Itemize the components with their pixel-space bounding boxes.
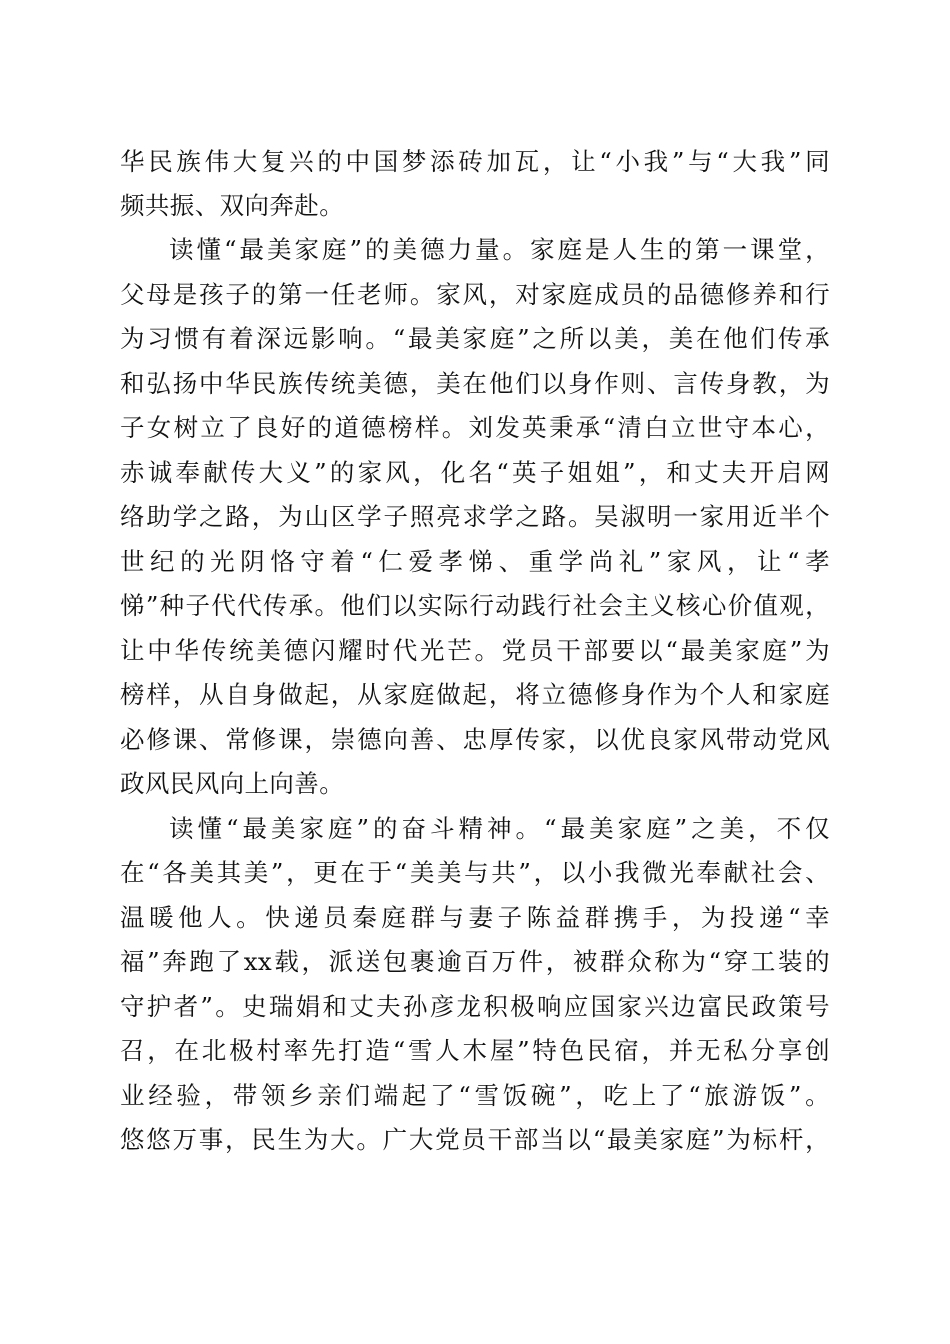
text-line: 政风民风向上向善。 xyxy=(120,769,345,798)
text-line: 温暖他人。快递员秦庭群与妻子陈益群携手，为投递“幸 xyxy=(120,903,830,932)
text-line: 悌”种子代代传承。他们以实际行动践行社会主义核心价值观， xyxy=(120,591,830,620)
text-line: 召，在北极村率先打造“雪人木屋”特色民宿，并无私分享创 xyxy=(120,1036,830,1065)
text-line: 榜样，从自身做起，从家庭做起，将立德修身作为个人和家庭 xyxy=(120,680,830,709)
text-line: 华民族伟大复兴的中国梦添砖加瓦，让“小我”与“大我”同 xyxy=(120,147,830,176)
text-line: 子女树立了良好的道德榜样。刘发英秉承“清白立世守本心， xyxy=(120,413,830,442)
paragraph-start-line: 读懂“最美家庭”的美德力量。家庭是人生的第一课堂， xyxy=(169,235,830,264)
text-line: 赤诚奉献传大义”的家风，化名“英子姐姐”，和丈夫开启网 xyxy=(120,458,830,487)
text-line: 业经验，带领乡亲们端起了“雪饭碗”，吃上了“旅游饭”。 xyxy=(120,1081,830,1110)
text-line: 守护者”。史瑞娟和丈夫孙彦龙积极响应国家兴边富民政策号 xyxy=(120,992,830,1021)
text-line: 必修课、常修课，崇德向善、忠厚传家，以优良家风带动党风 xyxy=(120,725,830,754)
paragraph-start-line: 读懂“最美家庭”的奋斗精神。“最美家庭”之美，不仅 xyxy=(169,814,830,843)
text-line: 父母是孩子的第一任老师。家风，对家庭成员的品德修养和行 xyxy=(120,280,830,309)
text-line: 和弘扬中华民族传统美德，美在他们以身作则、言传身教，为 xyxy=(120,369,830,398)
text-line: 悠悠万事，民生为大。广大党员干部当以“最美家庭”为标杆， xyxy=(120,1125,830,1154)
text-line: 福”奔跑了xx载，派送包裹逾百万件，被群众称为“穿工装的 xyxy=(120,947,830,976)
text-line: 络助学之路，为山区学子照亮求学之路。吴淑明一家用近半个 xyxy=(120,502,830,531)
text-line: 为习惯有着深远影响。“最美家庭”之所以美，美在他们传承 xyxy=(120,324,830,353)
text-line: 频共振、双向奔赴。 xyxy=(120,191,345,220)
text-line: 让中华传统美德闪耀时代光芒。党员干部要以“最美家庭”为 xyxy=(120,636,830,665)
text-line: 世纪的光阴恪守着“仁爱孝悌、重学尚礼”家风，让“孝 xyxy=(120,547,830,576)
text-line: 在“各美其美”，更在于“美美与共”，以小我微光奉献社会、 xyxy=(120,858,830,887)
